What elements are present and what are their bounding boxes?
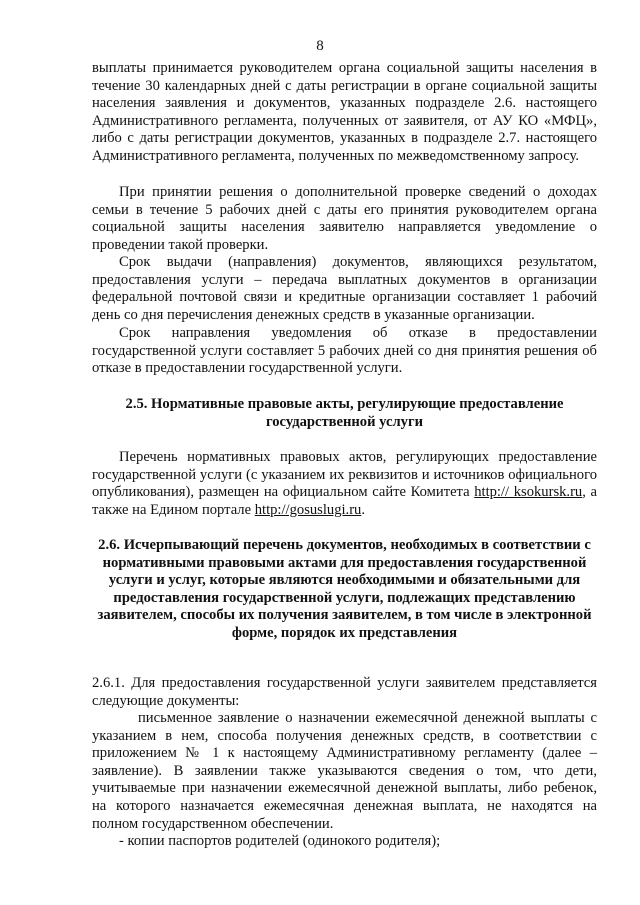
page-number: 8 [316,38,324,54]
passport-copies-item: - копии паспортов родителей (одинокого родителя); [119,833,441,849]
item-2-6-1-paragraph: 2.6.1. Для предоставления государственной услуги заявителем представляется следующие документы: [92,675,597,709]
issuance-term-paragraph: Срок выдачи (направления) документов, являющихся результатом, предоставления услуги – передача выплатных документов в организации федеральной почтовой связи и кредитные организации составляет 1 рабочий день со дня перечисления денежных средств в указанные организации. [92,254,597,323]
additional-check-paragraph: При принятии решения о дополнительной проверке сведений о доходах семьи в течение 5 рабочих дней с даты его принятия руководителем органа социальной защиты населения заявителю направляется уведомление о проведении такой проверки. [92,184,597,253]
section-2-6-heading: 2.6. Исчерпывающий перечень документов, необходимых в соответствии с нормативными правовыми актами для предоставления государственной услуги и услуг, которые являются необходимыми и обязательными для предоставления государственной услуги, подлежащих представлению заявителем, способы их получения заявителем, в том числе в электронной форме, порядок их представления [97,537,592,641]
decision-deadline-paragraph: выплаты принимается руководителем органа социальной защиты населения в течение 30 календарных дней с даты регистрации в органе социальной защиты населения заявления и документов, указанных подразделе 2.6. настоящего Административного регламента, полученных от заявителя, от АУ КО «МФЦ», либо с даты регистрации документов, указанных в подразделе 2.7. настоящего Административного регламента, полученных по межведомственному запросу. [92,60,597,164]
legal-acts-paragraph: Перечень нормативных правовых актов, регулирующих предоставление государственной услуги (с указанием их реквизитов и источников официального опубликования), размещен на официальном сайте Комитета http:// ksokursk.ru, а также на Едином портале http://gosuslugi.ru. [92,449,597,518]
committee-site-link[interactable]: http:// ksokursk.ru [474,484,583,501]
section-2-5-heading: 2.5. Нормативные правовые акты, регулирующие предоставление государственной услуги [125,396,564,430]
gosuslugi-link[interactable]: http://gosuslugi.ru [254,501,362,518]
refusal-notice-paragraph: Срок направления уведомления об отказе в предоставлении государственной услуги составляет 5 рабочих дней со дня принятия решения об отказе в предоставлении государственной услуги. [92,325,597,377]
application-paragraph: письменное заявление о назначении ежемесячной денежной выплаты с указанием в нем, способа получения денежных средств, в соответствии с приложением № 1 к настоящему Административному регламенту (далее – заявление). В заявлении также указываются сведения о том, что дети, учитываемые при назначении ежемесячной денежной выплаты, либо ребенок, на которого назначается ежемесячная денежная выплата, не находятся на полном государственном обеспечении. [92,710,597,832]
